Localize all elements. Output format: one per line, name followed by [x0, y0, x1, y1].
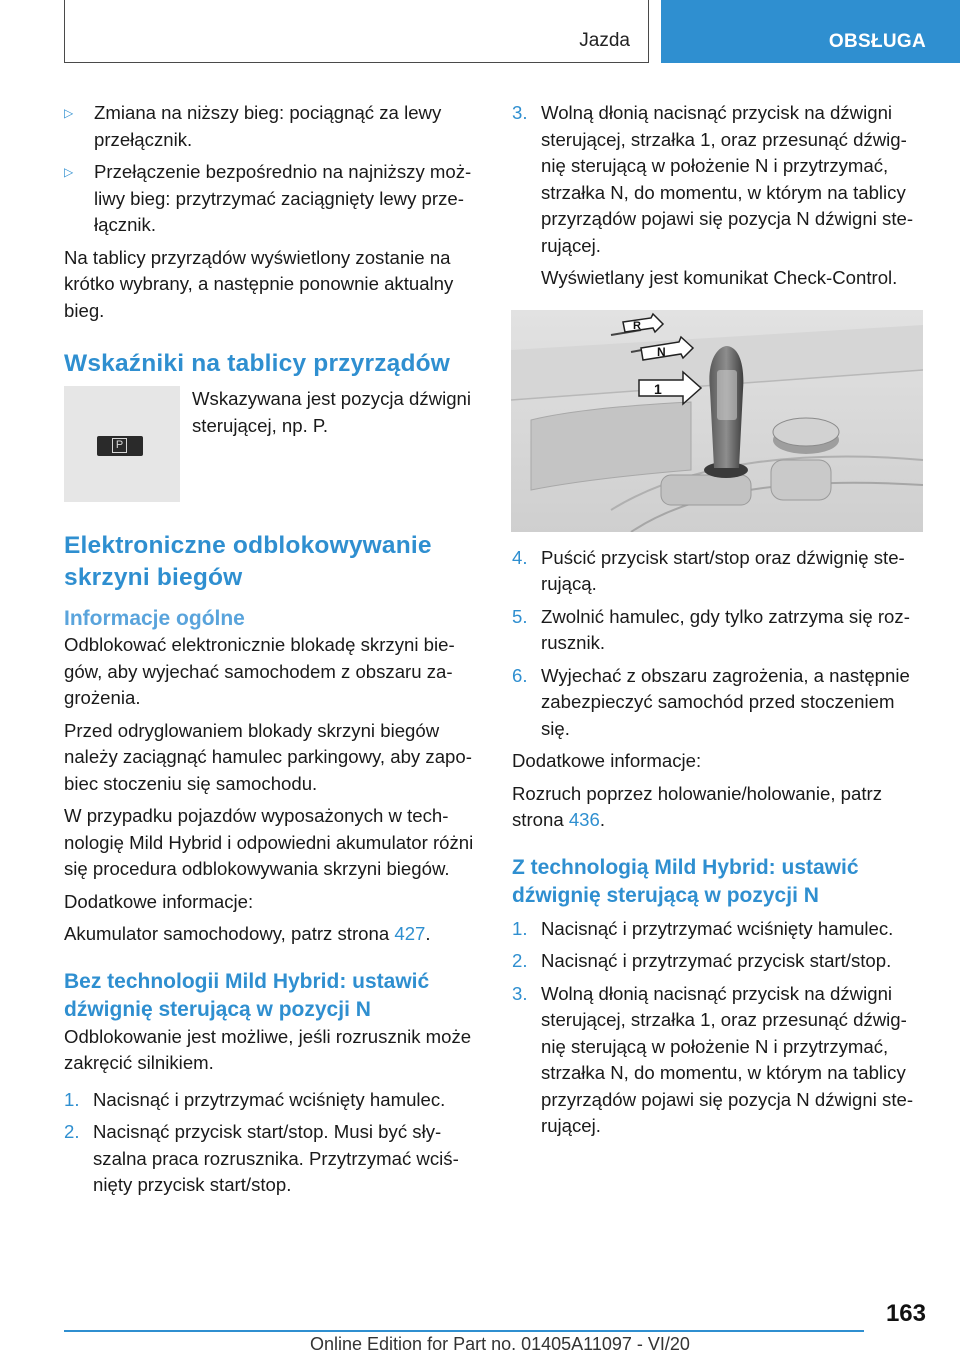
- paragraph: Przed odryglowaniem blokady skrzyni biegów należy zaciągnąć hamulec parkingowy, aby zapobiec stoczeniu się samochodu.: [64, 719, 472, 794]
- list-item: [512, 100, 924, 259]
- list-number: 2.: [512, 950, 528, 971]
- paragraph: W przypadku pojazdów wyposażonych w technologię Mild Hybrid i odpowiedni akumulator różni się procedura odblokowywania skrzyni biegów.: [64, 805, 474, 879]
- bullet-item: [64, 100, 480, 153]
- list-text: Wolną dłonią nacisnąć przycisk na dźwigni sterującej, strzałka 1, oraz przesunąć dźwignię sterującą w położenie N i przytrzymać, strzałka N, do momentu, w którym na tablicy przyrządów pojawi się pozycja N dźwigni sterującej.: [541, 102, 914, 256]
- list-item: [512, 981, 924, 1140]
- paragraph-link: Akumulator samochodowy, patrz strona 427.: [64, 923, 431, 944]
- note-text: Wyświetlany jest komunikat Check-Control.: [541, 267, 898, 288]
- footer-edition: Online Edition for Part no. 01405A11097 - VI/20: [310, 1334, 690, 1354]
- indicator-image: [64, 386, 180, 502]
- paragraph-link: Rozruch poprzez holowanie/holowanie, patrz strona 436.: [512, 782, 883, 830]
- list-text: Nacisnąć i przytrzymać przycisk start/stop.: [541, 950, 892, 971]
- heading-mild-hybrid: Z technologią Mild Hybrid: ustawić dźwignię sterującą w pozycji N: [512, 855, 859, 907]
- heading-indicators: Wskaźniki na tablicy przyrządów: [64, 350, 451, 377]
- list-item: [512, 604, 924, 657]
- heading-no-mild-hybrid: Bez technologii Mild Hybrid: ustawić dźwignię sterującą w pozycji N: [64, 969, 430, 1021]
- heading-unlock: Elektroniczne odblokowywanie skrzyni biegów: [64, 532, 432, 591]
- list-text: Nacisnąć przycisk start/stop. Musi być słyszalna praca rozrusznika. Przytrzymać wciśnięty przycisk start/stop.: [93, 1121, 459, 1195]
- arrow-label-1: 1: [654, 380, 662, 397]
- indicator-description: Wskazywana jest pozycja dźwigni sterującej, np. P.: [192, 388, 472, 436]
- page-link-427[interactable]: 427: [394, 923, 426, 944]
- right-column: [512, 100, 924, 1146]
- bullet-text: Zmiana na niższy bieg: pociągnąć za lewy przełącznik.: [94, 102, 442, 150]
- gear-symbol: P: [112, 438, 127, 453]
- bullet-item: [64, 159, 480, 239]
- paragraph: Odblokowanie jest możliwe, jeśli rozrusznik może zakręcić silnikiem.: [64, 1025, 472, 1073]
- list-number: 1.: [512, 917, 528, 939]
- list-item: [512, 545, 924, 598]
- list-item: [512, 663, 924, 743]
- list-text: Zwolnić hamulec, gdy tylko zatrzyma się rozrusznik.: [541, 605, 910, 653]
- list-item: [512, 948, 924, 975]
- list-text: Nacisnąć i przytrzymać wciśnięty hamulec.: [541, 917, 894, 939]
- gear-display-icon: [97, 436, 143, 456]
- section-title: Jazda: [579, 30, 630, 51]
- arrow-label-n: N: [657, 344, 666, 359]
- list-text: Puścić przycisk start/stop oraz dźwignię sterującą.: [541, 546, 905, 594]
- left-column: [64, 100, 480, 1205]
- list-item: [512, 916, 924, 943]
- list-number: 2.: [64, 1121, 80, 1142]
- list-number: 5.: [512, 605, 528, 627]
- bullet-text: Przełączenie bezpośrednio na najniższy możliwy bieg: przytrzymać zaciągnięty lewy przełącznik.: [94, 161, 472, 235]
- list-text: Nacisnąć i przytrzymać wciśnięty hamulec.: [93, 1088, 446, 1110]
- list-text: Wyjechać z obszaru zagrożenia, a następnie zabezpieczyć samochód przed stoczeniem się.: [541, 664, 910, 739]
- paragraph: Dodatkowe informacje:: [64, 890, 254, 912]
- list-item: [64, 1087, 480, 1114]
- list-number: 4.: [512, 546, 528, 568]
- triangle-bullet-icon: ▷: [64, 106, 74, 120]
- triangle-bullet-icon: ▷: [64, 165, 74, 179]
- arrow-label-r: R: [633, 319, 641, 332]
- gear-selector-photo: [511, 310, 923, 532]
- indicator-block: [64, 386, 480, 502]
- list-text: Wolną dłonią nacisnąć przycisk na dźwigni sterującej, strzałka 1, oraz przesunąć dźwignię sterującą w położenie N i przytrzymać, strzałka N, do momentu, w którym na tablicy przyrządów pojawi się pozycja N dźwigni sterującej.: [541, 982, 914, 1136]
- list-number: 6.: [512, 664, 528, 686]
- chapter-tab-label: OBSŁUGA: [828, 31, 926, 52]
- list-number: 1.: [64, 1088, 80, 1110]
- heading-general: Informacje ogólne: [64, 607, 245, 630]
- paragraph: Odblokować elektronicznie blokadę skrzyni biegów, aby wyjechać samochodem z obszaru zagrożenia.: [64, 634, 455, 708]
- paragraph: Dodatkowe informacje:: [512, 750, 702, 771]
- chapter-tab[interactable]: [661, 0, 960, 63]
- paragraph: Na tablicy przyrządów wyświetlony zostanie na krótko wybrany, a następnie ponownie aktualny bieg.: [64, 246, 454, 321]
- header-section-box: [64, 0, 649, 63]
- list-number: 3.: [512, 982, 528, 1004]
- footer-divider: [64, 1330, 864, 1332]
- page-number: 163: [885, 1300, 926, 1327]
- list-number: 3.: [512, 102, 528, 123]
- list-item: [64, 1119, 480, 1199]
- page-link-436[interactable]: 436: [568, 809, 600, 830]
